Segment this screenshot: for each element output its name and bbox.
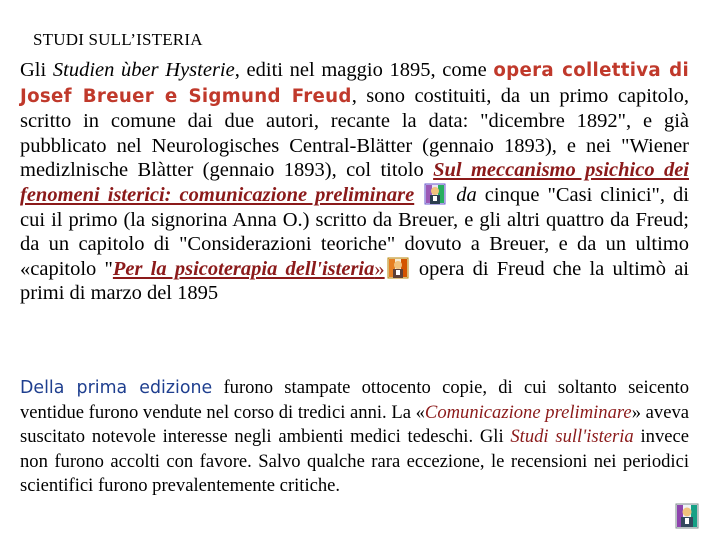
highlight-studi: Studi sull'isteria — [510, 426, 634, 448]
text-span: opera di Freud che la ultimò ai primi di marzo del 1895 — [20, 257, 689, 305]
text-span: da — [448, 183, 477, 206]
highlight-prima-edizione: Della prima edizione — [20, 378, 213, 398]
text-span — [414, 184, 422, 206]
portrait-link-icon[interactable] — [675, 503, 699, 529]
page-title: STUDI SULL’ISTERIA — [33, 30, 203, 49]
text-span: cinque "Casi clinici", di cui il primo (la signorina Anna O.) scritto da Breuer, e gli altri quattro da Freud; da un capitolo di "Considerazioni teoriche" dovuto a Breuer, e da un ultimo «capitolo " — [20, 183, 690, 280]
text-span: Gli — [20, 59, 53, 81]
text-span: » — [374, 257, 385, 280]
text-span: , editi nel maggio 1895, come — [234, 59, 494, 81]
text-span: , sono costituiti, da un primo capitolo, scritto in comune dai due autori, recante la data: "dicembre 1892", e già pubblicato nel Neurologisches Central-Blätter (gennaio 1893), e nei "Wiener medizlnische Blàtter (gennaio 1893), col titolo — [20, 84, 689, 182]
text-span: furono stampate ottocento copie, di cui soltanto seicento ventidue furono vendute nel corso di tredici anni. La « — [20, 377, 689, 423]
text-span: » aveva suscitato notevole interesse negli ambienti medici tedeschi. Gli — [20, 401, 689, 448]
link-comunicazione-preliminare[interactable]: Sul meccanismo psichico dei fenomeni isterici: comunicazione preliminare — [20, 159, 689, 206]
portrait-link-icon[interactable] — [387, 257, 409, 279]
paragraph-2 — [20, 376, 689, 499]
portrait-link-icon[interactable] — [424, 183, 446, 205]
link-psicoterapia-isteria[interactable]: Per la psicoterapia dell'isteria — [112, 257, 375, 280]
paragraph-1 — [20, 58, 689, 306]
highlight-comunicazione: Comunicazione preliminare — [424, 401, 632, 423]
highlight-authors: opera collettiva di Josef Breuer e Sigmund Freud — [20, 60, 690, 107]
text-span: invece non furono accolti con favore. Salvo qualche rara eccezione, le recensioni nei periodici scientifici furono prevalentemente critiche. — [20, 426, 689, 497]
book-title: Studien ùber Hysterie — [52, 59, 235, 81]
